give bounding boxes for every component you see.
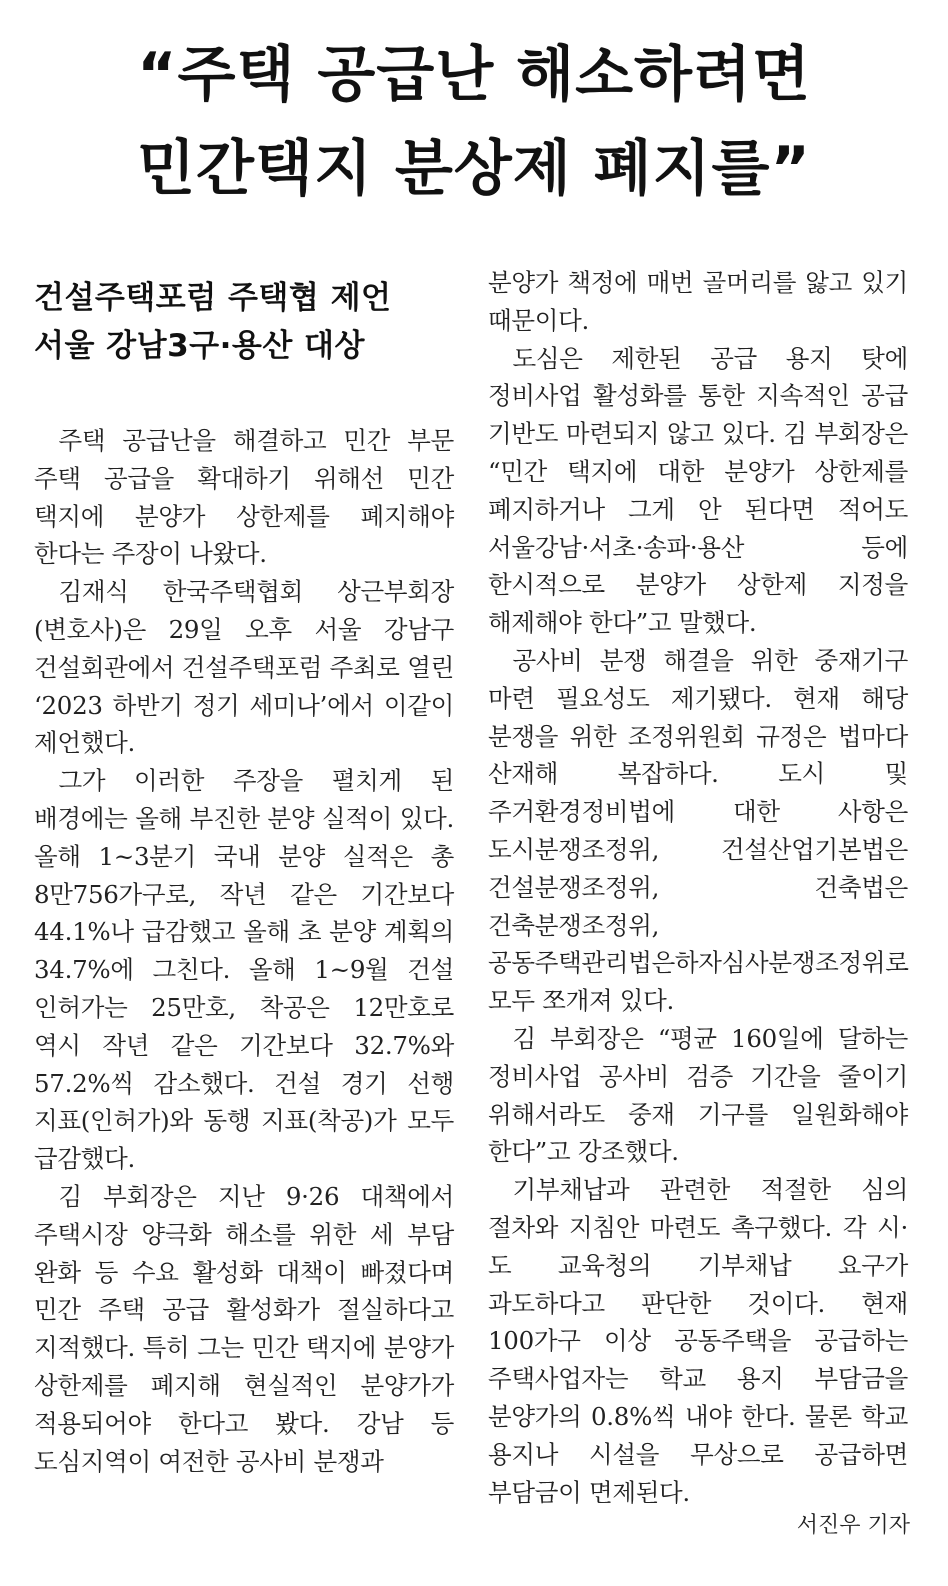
body-paragraph: 김 부회장은 지난 9·26 대책에서 주택시장 양극화 해소를 위한 세 부담 완화 등 수요 활성화 대책이 빠졌다며 민간 주택 공급 활성화가 절실하다고 지적했다. 특히 그는 민간 택지에 분양가 상한제를 폐지해 현실적인 분양가가 적용되어야 한다고 봤다. 강남 등 도심지역이 여전한 공사비 분쟁과 bbox=[34, 1181, 454, 1476]
body-paragraph: 김 부회장은 “평균 160일에 달하는 정비사업 공사비 검증 기간을 줄이기 위해서라도 중재 기구를 일원화해야 한다”고 강조했다. bbox=[488, 1023, 908, 1167]
body-paragraph: 주택 공급난을 해결하고 민간 부문 주택 공급을 확대하기 위해선 민간 택지에 분양가 상한제를 폐지해야 한다는 주장이 나왔다. bbox=[34, 426, 454, 569]
left-column bbox=[34, 266, 454, 1480]
body-paragraph: 그가 이러한 주장을 펼치게 된 배경에는 올해 부진한 분양 실적이 있다. 올해 1~3분기 국내 분양 실적은 총 8만756가구로, 작년 같은 기간보다 44.1%나 급감했고 올해 초 분양 계획의 34.7%에 그친다. 올해 1~9월 건설 인허가는 25만호, 착공은 12만호로 역시 작년 같은 기간보다 32.7%와 57.2%씩 감소했다. 건설 경기 선행 지표(인허가)와 동행 지표(착공)가 모두 급감했다. bbox=[34, 766, 454, 1174]
body-paragraph: 공사비 분쟁 해결을 위한 중재기구 마련 필요성도 제기됐다. 현재 해당 분쟁을 위한 조정위원회 규정은 법마다 산재해 복잡하다. 도시 및 주거환경정비법에 대한 사항은 도시분쟁조정위, 건설산업기본법은 건설분쟁조정위, 건축법은 건축분쟁조정위, 공동주택관리법은하자심사분쟁조정위로 모두 쪼개져 있다. bbox=[488, 645, 909, 1016]
headline-line-1: “주택 공급난 해소하려면 bbox=[137, 40, 811, 110]
byline: 서진우 기자 bbox=[796, 1513, 910, 1538]
right-column bbox=[488, 264, 908, 1511]
subheadline-line-2: 서울 강남3구·용산 대상 bbox=[34, 328, 365, 364]
subheadline-line-1: 건설주택포럼 주택협 제언 bbox=[34, 280, 392, 316]
body-paragraph: 도심은 제한된 공급 용지 탓에 정비사업 활성화를 통한 지속적인 공급 기반도 마련되지 않고 있다. 김 부회장은 “민간 택지에 대한 분양가 상한제를 폐지하거나 그게 안 된다면 적어도 서울강남·서초·송파·용산 등에 한시적으로 분양가 상한제 지정을 해제해야 한다”고 말했다. bbox=[488, 343, 908, 638]
headline-line-2: 민간택지 분상제 폐지를” bbox=[137, 134, 811, 204]
headline bbox=[0, 28, 948, 216]
body-paragraph: 김재식 한국주택협회 상근부회장(변호사)은 29일 오후 서울 강남구 건설회관에서 건설주택포럼 주최로 열린 ‘2023 하반기 정기 세미나’에서 이같이 제언했다. bbox=[34, 577, 454, 758]
body-paragraph-continuation: 분양가 책정에 매번 골머리를 앓고 있기 때문이다. bbox=[488, 268, 908, 335]
body-paragraph: 기부채납과 관련한 적절한 심의 절차와 지침안 마련도 촉구했다. 각 시·도 교육청의 기부채납 요구가 과도하다고 판단한 것이다. 현재 100가구 이상 공동주택을 공급하는 주택사업자는 학교 용지 부담금을 분양가의 0.8%씩 내야 한다. 물론 학교 용지나 시설을 무상으로 공급하면 부담금이 면제된다. bbox=[488, 1175, 908, 1507]
subheadline bbox=[34, 274, 454, 370]
